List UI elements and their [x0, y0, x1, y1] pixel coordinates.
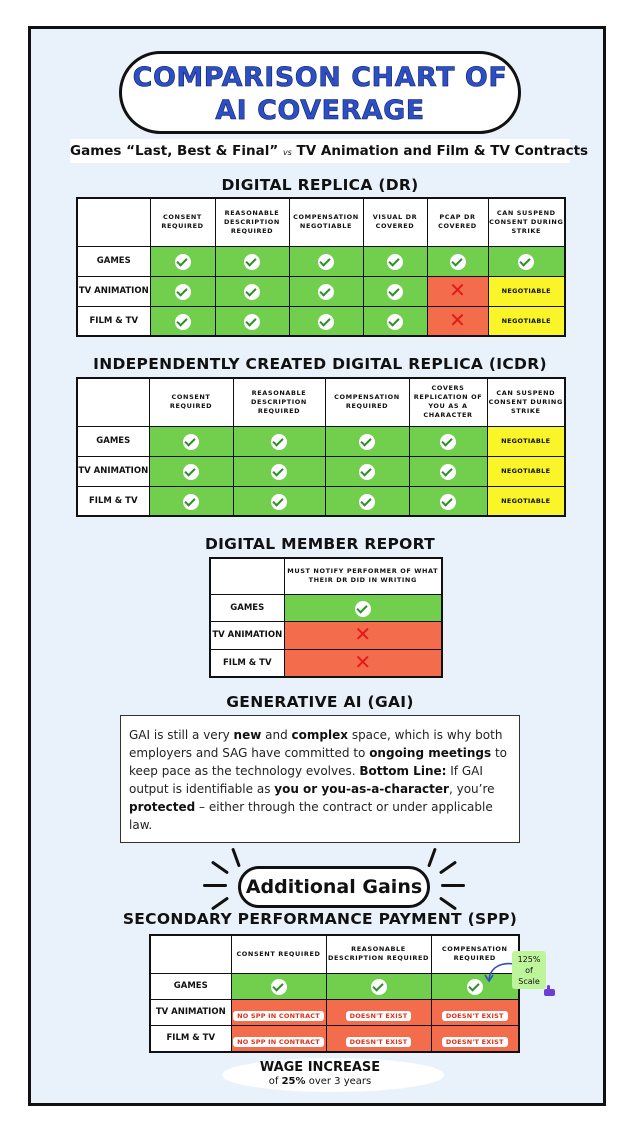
- x-cell: [427, 306, 488, 336]
- dmr-corner: [210, 558, 284, 594]
- check-icon: [440, 464, 456, 480]
- row-label: FILM & TV: [210, 649, 284, 677]
- status-cell: [431, 999, 519, 1025]
- check-icon: [371, 979, 387, 995]
- gai-bold: you or you-as-a-character: [274, 782, 449, 796]
- dmr-header-row: [210, 558, 442, 594]
- gai-text: – either through the contract or under applicable law.: [129, 800, 493, 832]
- status-cell: [231, 1025, 326, 1052]
- dr-col-header: COMPENSATION NEGOTIABLE: [289, 198, 363, 246]
- gai-text: to keep pace as the technology evolves.: [129, 746, 508, 778]
- check-cell: [215, 246, 289, 276]
- wage-text: of: [268, 1076, 282, 1087]
- check-icon: [175, 284, 191, 300]
- check-cell: [149, 486, 233, 516]
- check-icon: [359, 494, 375, 510]
- gai-text: and: [261, 728, 292, 742]
- status-cell: [326, 1025, 431, 1052]
- check-cell: [325, 456, 409, 486]
- icdr-table: [76, 377, 566, 517]
- subtitle-left: Games “Last, Best & Final”: [70, 143, 279, 159]
- spp-header-row: [150, 935, 519, 973]
- wage-percent: 25%: [281, 1076, 306, 1087]
- table-row: [77, 486, 565, 516]
- check-cell: [150, 276, 215, 306]
- negotiable-cell: NEGOTIABLE: [487, 426, 565, 456]
- subtitle: [70, 139, 589, 163]
- spp-heading: SECONDARY PERFORMANCE PAYMENT (SPP): [122, 910, 518, 928]
- status-cell: [431, 1025, 519, 1052]
- note-line: of: [525, 966, 533, 975]
- check-cell: [363, 306, 427, 336]
- title-line-1: COMPARISON CHART OF: [132, 62, 508, 93]
- check-cell: [409, 486, 487, 516]
- check-icon: [244, 254, 260, 270]
- table-row: [210, 621, 442, 649]
- negotiable-cell: NEGOTIABLE: [488, 306, 565, 336]
- check-cell: [233, 456, 325, 486]
- row-label: GAMES: [77, 426, 149, 456]
- icdr-col-header: COVERS REPLICATION OF YOU AS A CHARACTER: [409, 378, 487, 426]
- row-label: FILM & TV: [77, 486, 149, 516]
- check-cell: [231, 973, 326, 999]
- subtitle-right: TV Animation and Film & TV Contracts: [296, 143, 589, 159]
- check-cell: [363, 246, 427, 276]
- check-icon: [244, 314, 260, 330]
- check-cell: [150, 246, 215, 276]
- x-cell: [284, 649, 442, 677]
- gai-bold: Bottom Line:: [359, 764, 447, 778]
- table-row: [77, 276, 565, 306]
- gai-bold: complex: [291, 728, 348, 742]
- check-icon: [244, 284, 260, 300]
- check-icon: [183, 434, 199, 450]
- check-cell: [325, 426, 409, 456]
- pointing-hand-icon: [542, 984, 560, 998]
- icdr-col-header: REASONABLE DESCRIPTION REQUIRED: [233, 378, 325, 426]
- negotiable-cell: NEGOTIABLE: [488, 276, 565, 306]
- gai-bold: new: [233, 728, 262, 742]
- row-label: TV ANIMATION: [150, 999, 231, 1025]
- check-icon: [355, 601, 371, 617]
- spp-corner: [150, 935, 231, 973]
- row-label: FILM & TV: [77, 306, 150, 336]
- row-label: GAMES: [77, 246, 150, 276]
- dr-col-header: VISUAL DR COVERED: [363, 198, 427, 246]
- title-line-2: AI COVERAGE: [215, 95, 425, 126]
- spp-col-header: REASONABLE DESCRIPTION REQUIRED: [326, 935, 431, 973]
- dmr-col-header: MUST NOTIFY PERFORMER OF WHAT THEIR DR DID IN WRITING: [284, 558, 442, 594]
- check-cell: [289, 246, 363, 276]
- check-icon: [359, 464, 375, 480]
- gai-bold: ongoing meetings: [369, 746, 492, 760]
- wage-subtitle: [0, 1076, 640, 1087]
- check-icon: [440, 434, 456, 450]
- table-row: [77, 456, 565, 486]
- gai-text-box: [120, 715, 520, 843]
- x-cell: [284, 621, 442, 649]
- gai-text: , you’re: [448, 782, 495, 796]
- title-banner: [119, 51, 521, 134]
- status-cell: [326, 999, 431, 1025]
- status-badge: DOESN'T EXIST: [442, 1037, 508, 1047]
- note-line: 125%: [517, 955, 541, 964]
- check-cell: [409, 426, 487, 456]
- icdr-col-header: CONSENT REQUIRED: [149, 378, 233, 426]
- check-icon: [183, 494, 199, 510]
- x-icon: ✕: [354, 649, 372, 674]
- table-row: [150, 1025, 519, 1052]
- check-icon: [183, 464, 199, 480]
- check-cell: [284, 594, 442, 621]
- icdr-heading: INDEPENDENTLY CREATED DIGITAL REPLICA (ICDR): [93, 355, 547, 373]
- check-cell: [233, 486, 325, 516]
- status-badge: DOESN'T EXIST: [442, 1011, 508, 1021]
- check-icon: [450, 254, 466, 270]
- gai-text: GAI is still a very: [129, 728, 234, 742]
- table-row: [150, 973, 519, 999]
- table-row: [77, 246, 565, 276]
- row-label: TV ANIMATION: [77, 276, 150, 306]
- status-badge: DOESN'T EXIST: [346, 1011, 412, 1021]
- burst-line: [441, 884, 465, 887]
- check-icon: [271, 979, 287, 995]
- burst-line: [203, 884, 227, 887]
- check-cell: [233, 426, 325, 456]
- check-cell: [289, 276, 363, 306]
- dmr-heading: DIGITAL MEMBER REPORT: [204, 535, 436, 553]
- gai-bold: protected: [129, 800, 196, 814]
- check-icon: [318, 314, 334, 330]
- table-row: [150, 999, 519, 1025]
- gai-heading: GENERATIVE AI (GAI): [226, 693, 414, 711]
- additional-gains-banner: Additional Gains: [238, 866, 430, 908]
- check-icon: [271, 464, 287, 480]
- wage-text: over 3 years: [305, 1076, 372, 1087]
- check-cell: [149, 426, 233, 456]
- icdr-header-row: [77, 378, 565, 426]
- check-icon: [518, 254, 534, 270]
- x-icon: ✕: [449, 307, 466, 332]
- table-row: [210, 649, 442, 677]
- check-icon: [387, 314, 403, 330]
- check-cell: [409, 456, 487, 486]
- dr-table: [76, 197, 566, 337]
- check-icon: [318, 254, 334, 270]
- dr-col-header: REASONABLE DESCRIPTION REQUIRED: [215, 198, 289, 246]
- row-label: GAMES: [150, 973, 231, 999]
- check-icon: [175, 254, 191, 270]
- dr-col-header: PCAP DR COVERED: [427, 198, 488, 246]
- check-cell: [363, 276, 427, 306]
- wage-title: WAGE INCREASE: [259, 1060, 381, 1075]
- check-icon: [175, 314, 191, 330]
- check-icon: [318, 284, 334, 300]
- dmr-table: [209, 557, 443, 678]
- row-label: TV ANIMATION: [77, 456, 149, 486]
- gai-text: space, which is why both employers and SAG have committed to: [129, 728, 503, 760]
- x-icon: ✕: [354, 622, 372, 646]
- status-cell: [231, 999, 326, 1025]
- table-row: [210, 594, 442, 621]
- icdr-col-header: COMPENSATION REQUIRED: [325, 378, 409, 426]
- check-cell: [150, 306, 215, 336]
- dr-corner: [77, 198, 150, 246]
- check-icon: [440, 494, 456, 510]
- status-badge: NO SPP IN CONTRACT: [233, 1011, 324, 1021]
- subtitle-vs: vs: [282, 148, 292, 157]
- status-badge: NO SPP IN CONTRACT: [233, 1037, 324, 1047]
- row-label: TV ANIMATION: [210, 621, 284, 649]
- icdr-corner: [77, 378, 149, 426]
- spp-col-header: COMPENSATION REQUIRED: [431, 935, 519, 973]
- check-icon: [387, 254, 403, 270]
- x-cell: [427, 276, 488, 306]
- dr-header-row: [77, 198, 565, 246]
- dr-col-header: CONSENT REQUIRED: [150, 198, 215, 246]
- scale-note: [512, 951, 546, 989]
- check-cell: [488, 246, 565, 276]
- dr-heading: DIGITAL REPLICA (DR): [221, 176, 419, 194]
- dr-col-header: CAN SUSPEND CONSENT DURING STRIKE: [488, 198, 565, 246]
- note-line: Scale: [518, 977, 540, 986]
- row-label: FILM & TV: [150, 1025, 231, 1052]
- check-cell: [427, 246, 488, 276]
- status-badge: DOESN'T EXIST: [346, 1037, 412, 1047]
- x-icon: ✕: [449, 278, 466, 302]
- check-cell: [215, 276, 289, 306]
- check-cell: [289, 306, 363, 336]
- row-label: GAMES: [210, 594, 284, 621]
- table-row: [77, 306, 565, 336]
- check-icon: [271, 494, 287, 510]
- icdr-col-header: CAN SUSPEND CONSENT DURING STRIKE: [487, 378, 565, 426]
- spp-col-header: CONSENT REQUIRED: [231, 935, 326, 973]
- check-cell: [325, 486, 409, 516]
- gai-text: If GAI output is identifiable as: [129, 764, 483, 796]
- check-cell: [326, 973, 431, 999]
- check-icon: [387, 284, 403, 300]
- table-row: [77, 426, 565, 456]
- negotiable-cell: NEGOTIABLE: [487, 456, 565, 486]
- check-cell: [149, 456, 233, 486]
- check-icon: [359, 434, 375, 450]
- check-icon: [271, 434, 287, 450]
- spp-table: [149, 934, 520, 1053]
- negotiable-cell: NEGOTIABLE: [487, 486, 565, 516]
- check-cell: [215, 306, 289, 336]
